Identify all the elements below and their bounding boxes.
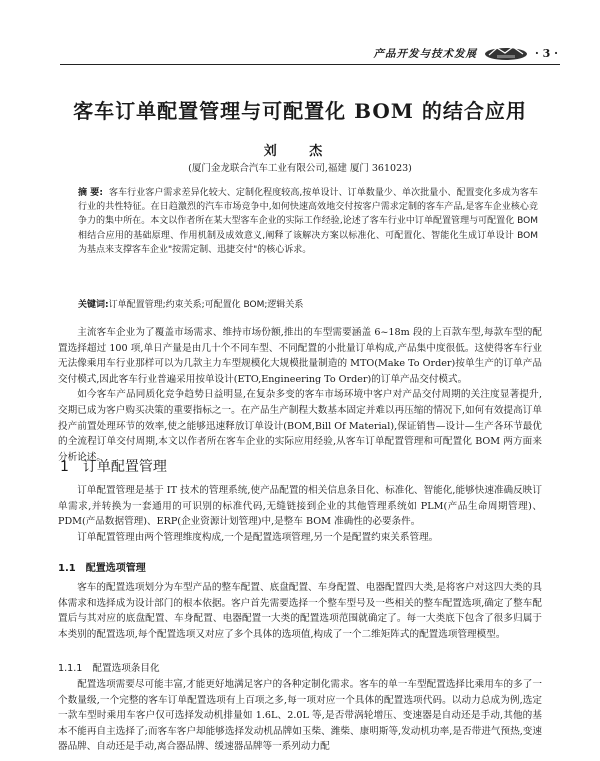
- running-header: [374, 44, 558, 62]
- article-title: 客车订单配置管理与可配置化 BOM 的结合应用: [73, 99, 527, 123]
- subsubsection-title: 配置选项条目化: [92, 663, 160, 674]
- keywords: [78, 297, 538, 310]
- subsubsection-number: 1.1.1: [58, 663, 83, 674]
- keywords-label: 关键词:: [78, 300, 109, 310]
- page-number: · 3 ·: [535, 46, 558, 60]
- paragraph: 主流客车企业为了覆盖市场需求、维持市场份额,推出的车型需要涵盖 6~18m 段的上百款车型,每款车型的配置选择超过 100 项,单日产量是由几十个不同车型、不同配置的小批量订单构成,产品集中度很低。这使得客车行业无法像乘用车行业那样可以为几款主力车型规模化大规模批量制造的 MTO(Make To Order)按单生产的订单产品交付模式,因此客车行业普遍采用按单设计(ETO,Engineering To Order)的订单产品交付模式。: [58, 327, 542, 385]
- paragraph: 客车的配置选项划分为车型产品的整车配置、底盘配置、车身配置、电器配置四大类,是将客户对这四大类的具体需求和选择成为设计部门的根本依据。客户首先需要选择一个整车型号及一些相关的整车配置选项,确定了整车配置后与其对应的底盘配置、车身配置、电器配置一大类的配置选项范围就确定了。每一大类底下包含了很多归属于本类别的配置选项,每个配置选项又对应了多个具体的选项值,构成了一个二维矩阵式的配置选项管理模型。: [58, 582, 542, 640]
- section-title: 订单配置管理: [82, 459, 167, 475]
- subsubsection-heading: [58, 660, 160, 674]
- section-number: 1: [60, 459, 69, 475]
- journal-section-title: 产品开发与技术发展: [373, 47, 478, 60]
- author-name: 刘 杰: [263, 144, 337, 159]
- author-affiliation: (厦门金龙联合汽车工业有限公司,福建 厦门 361023): [188, 163, 412, 174]
- paragraph: 如今客车产品同质化竞争趋势日益明显,在复杂多变的客车市场环境中客户对产品交付周期的关注度显著提升,交期已成为客户购买决策的重要指标之一。在产品生产制程大数基本固定并难以再压缩的情况下,如何有效提高订单投产前置处理环节的效率,使之能够迅速释放订单设计(BOM,Bill Of Material),保证销售—设计—生产各环节最优的全流程订单交付周期,本文以作者所在客车企业的实际应用经验,从客车订单配置管理和可配置化 BOM 两方面来分析论述。: [58, 389, 542, 463]
- abstract-label: 摘 要:: [78, 188, 103, 198]
- subsection-title: 配置选项管理: [85, 563, 146, 574]
- abstract: [78, 186, 538, 257]
- subsubsection-body: [58, 677, 542, 755]
- header-rule: [60, 64, 560, 65]
- keywords-text: 订单配置管理;约束关系;可配置化 BOM;逻辑关系: [108, 300, 304, 310]
- section-heading: [60, 456, 167, 476]
- paragraph: 订单配置管理是基于 IT 技术的管理系统,使产品配置的相关信息条目化、标准化、智能化,能够快速准确反映订单需求,并转换为一套通用的可识别的标准代码,无缝链接到企业的其他管理系统如 PLM(产品生命周期管理)、PDM(产品数据管理)、ERP(企业资源计划管理)中,是整车 BOM 准确性的必要条件。: [58, 485, 542, 528]
- subsection-body: [58, 580, 542, 642]
- subsection-number: 1.1: [58, 563, 76, 574]
- subsection-heading: [58, 559, 146, 574]
- paragraph: 配置选项需要尽可能丰富,才能更好地满足客户的各种定制化需求。客车的单一车型配置选择比乘用车的多了一个数量级,一个完整的客车订单配置选项有上百项之多,每一项对应一个具体的配置选项代码。以动力总成为例,选定一款车型时乘用车客户仅可选择发动机排量如 1.6L、2.0L 等,是否带涡轮增压、变速器是自动还是手动,其他的基本不能再自主选择了;而客车客户却能够选择发动机品牌如玉柴、潍柴、康明斯等,发动机功率,是否带进气预热,变速器品牌、自动还是手动,离合器品牌、缓速器品牌等一系列动力配: [58, 679, 542, 753]
- introduction: [58, 325, 542, 465]
- journal-emblem-icon: [483, 45, 529, 61]
- section-body: [58, 483, 542, 545]
- abstract-text: 客车行业客户需求差异化较大、定制化程度较高,按单设计、订单数量少、单次批量小、配置变化多成为客车行业的共性特征。在日趋激烈的汽车市场竞争中,如何快速高效地交付按客户需求定制的客车产品,是客车企业核心竞争力的集中所在。本文以作者所在某大型客车企业的实际工作经验,论述了客车行业中订单配置管理与可配置化 BOM 相结合应用的基础原理、作用机制及成效意义,阐释了该解决方案以标准化、可配置化、智能化生成订单设计 BOM 为基点来支撑客车企业"按需定制、迅捷交付"的核心诉求。: [78, 188, 538, 255]
- paragraph: 订单配置管理由两个管理维度构成,一个是配置选项管理,另一个是配置约束关系管理。: [77, 531, 439, 543]
